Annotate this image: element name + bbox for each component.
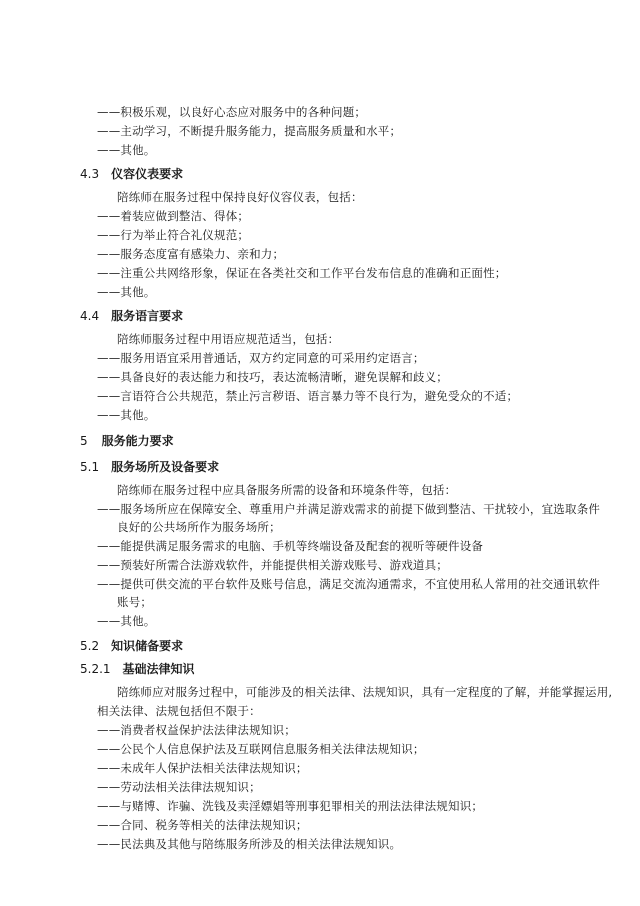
list-item: ——言语符合公共规范，禁止污言秽语、语言暴力等不良行为，避免受众的不适； (97, 389, 519, 403)
list-item: ——行为举止符合礼仪规范； (97, 228, 250, 242)
list-item: ——主动学习，不断提升服务能力，提高服务质量和水平； (97, 124, 402, 138)
list-item: ——积极乐观，以良好心态应对服务中的各种问题； (97, 105, 367, 119)
section-number: 5.2.1 (80, 662, 111, 676)
section-lead: 陪练师在服务过程中应具备服务所需的设备和环境条件等，包括： (117, 483, 457, 497)
list-item: ——合同、税务等相关的法律法规知识； (97, 818, 308, 832)
section-lead: 陪练师应对服务过程中，可能涉及的相关法律、法规知识，具有一定程度的了解，并能掌握运用, (117, 685, 613, 699)
list-item: ——具备良好的表达能力和技巧，表达流畅清晰，避免误解和歧义； (97, 370, 448, 384)
section-number: 4.3 (80, 167, 100, 181)
list-item: ——未成年人保护法相关法律法规知识； (97, 761, 308, 775)
list-item: ——能提供满足服务需求的电脑、手机等终端设备及配套的视听等硬件设备 (97, 539, 484, 553)
list-item: ——其他。 (97, 143, 156, 157)
section-lead-continuation: 相关法律、法规包括但不限于： (97, 704, 261, 718)
section-heading-5-2-1 (80, 661, 195, 677)
list-item: ——服务态度富有感染力、亲和力； (97, 247, 285, 261)
section-heading-4-4 (80, 308, 183, 324)
list-item: ——着装应做到整洁、得体； (97, 209, 250, 223)
section-number: 5.1 (80, 460, 100, 474)
list-item: ——预装好所需合法游戏软件，并能提供相关游戏账号、游戏道具； (97, 558, 448, 572)
list-item: ——其他。 (97, 408, 156, 422)
section-title: 服务语言要求 (111, 309, 184, 323)
list-item: ——与赌博、诈骗、洗钱及卖淫嫖娼等刑事犯罪相关的刑法法律法规知识； (97, 799, 484, 813)
section-title: 仪容仪表要求 (111, 167, 184, 181)
list-item: ——提供可供交流的平台软件及账号信息，满足交流沟通需求，不宜使用私人常用的社交通讯软件 (97, 577, 601, 591)
section-title: 基础法律知识 (122, 662, 195, 676)
section-number: 4.4 (80, 309, 100, 323)
section-title: 服务能力要求 (101, 434, 174, 448)
section-lead: 陪练师服务过程中用语应规范适当，包括： (117, 332, 340, 346)
list-item: ——消费者权益保护法法律法规知识； (97, 723, 296, 737)
section-heading-5 (80, 433, 174, 449)
section-heading-5-1 (80, 459, 219, 475)
section-title: 知识储备要求 (111, 639, 184, 653)
list-item: ——劳动法相关法律法规知识； (97, 780, 261, 794)
list-item: ——其他。 (97, 614, 156, 628)
list-item-continuation: 良好的公共场所作为服务场所； (117, 520, 281, 534)
section-title: 服务场所及设备要求 (111, 460, 220, 474)
list-item: ——民法典及其他与陪练服务所涉及的相关法律法规知识。 (97, 837, 402, 851)
section-heading-5-2 (80, 638, 183, 654)
section-heading-4-3 (80, 166, 183, 182)
section-lead: 陪练师在服务过程中保持良好仪容仪表，包括： (117, 190, 363, 204)
list-item: ——公民个人信息保护法及互联网信息服务相关法律法规知识； (97, 742, 425, 756)
section-number: 5.2 (80, 639, 100, 653)
list-item: ——服务场所应在保障安全、尊重用户并满足游戏需求的前提下做到整洁、干扰较小，宜选取条件 (97, 502, 601, 516)
list-item: ——服务用语宜采用普通话，双方约定同意的可采用约定语言； (97, 351, 425, 365)
section-number: 5 (80, 434, 88, 448)
list-item-continuation: 账号； (117, 595, 153, 609)
list-item: ——其他。 (97, 285, 156, 299)
list-item: ——注重公共网络形象，保证在各类社交和工作平台发布信息的准确和正面性； (97, 266, 507, 280)
